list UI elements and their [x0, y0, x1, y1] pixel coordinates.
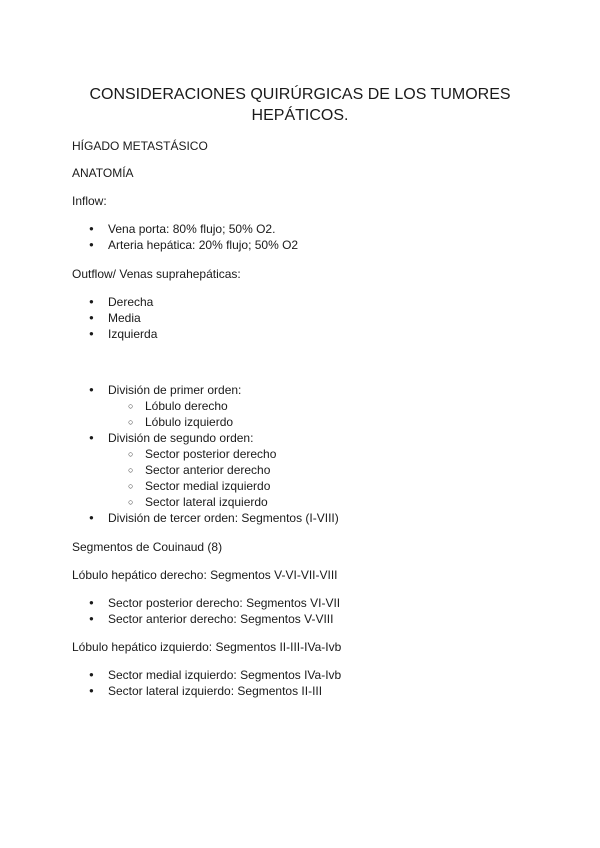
sublist	[108, 398, 339, 430]
list-item: ● Derecha	[108, 294, 157, 310]
heading-lobulo-derecho: Lóbulo hepático derecho: Segmentos V-VI-VII-VIII	[72, 568, 338, 582]
list-item: ● Vena porta: 80% flujo; 50% O2.	[108, 221, 298, 237]
heading-anatomia: ANATOMÍA	[72, 166, 134, 180]
list-item: ○ Lóbulo derecho	[145, 398, 339, 414]
list-item: ● División de tercer orden: Segmentos (I-VIII)	[108, 510, 339, 526]
list-item: ● Media	[108, 310, 157, 326]
list-item: ● Sector medial izquierdo: Segmentos IVa-Ivb	[108, 667, 341, 683]
lobulo-izquierdo-list	[108, 667, 341, 699]
list-item: ○ Lóbulo izquierdo	[145, 414, 339, 430]
heading-outflow: Outflow/ Venas suprahepáticas:	[72, 267, 241, 281]
list-item: ○ Sector lateral izquierdo	[145, 494, 339, 510]
list-item: ● Sector lateral izquierdo: Segmentos II-III	[108, 683, 341, 699]
list-item: ○ Sector anterior derecho	[145, 462, 339, 478]
outflow-list	[108, 294, 157, 342]
division-first: División de primer orden:	[108, 383, 242, 397]
list-item: ● Arteria hepática: 20% flujo; 50% O2	[108, 237, 298, 253]
sublist	[108, 446, 339, 510]
page-title: CONSIDERACIONES QUIRÚRGICAS DE LOS TUMORES HEPÁTICOS.	[89, 86, 511, 124]
list-item	[108, 382, 339, 430]
lobulo-derecho-list	[108, 595, 340, 627]
list-item: ● Sector anterior derecho: Segmentos V-VIII	[108, 611, 340, 627]
divisions-list	[108, 382, 339, 526]
list-item: ○ Sector posterior derecho	[145, 446, 339, 462]
heading-lobulo-izquierdo: Lóbulo hepático izquierdo: Segmentos II-III-IVa-Ivb	[72, 640, 342, 654]
division-second: División de segundo orden:	[108, 431, 254, 445]
heading-inflow: Inflow:	[72, 194, 107, 208]
list-item: ● Sector posterior derecho: Segmentos VI-VII	[108, 595, 340, 611]
list-item	[108, 430, 339, 510]
inflow-list	[108, 221, 298, 253]
list-item: ● Izquierda	[108, 326, 157, 342]
heading-couinaud: Segmentos de Couinaud (8)	[72, 540, 223, 554]
heading-higado: HÍGADO METASTÁSICO	[72, 139, 208, 153]
list-item: ○ Sector medial izquierdo	[145, 478, 339, 494]
